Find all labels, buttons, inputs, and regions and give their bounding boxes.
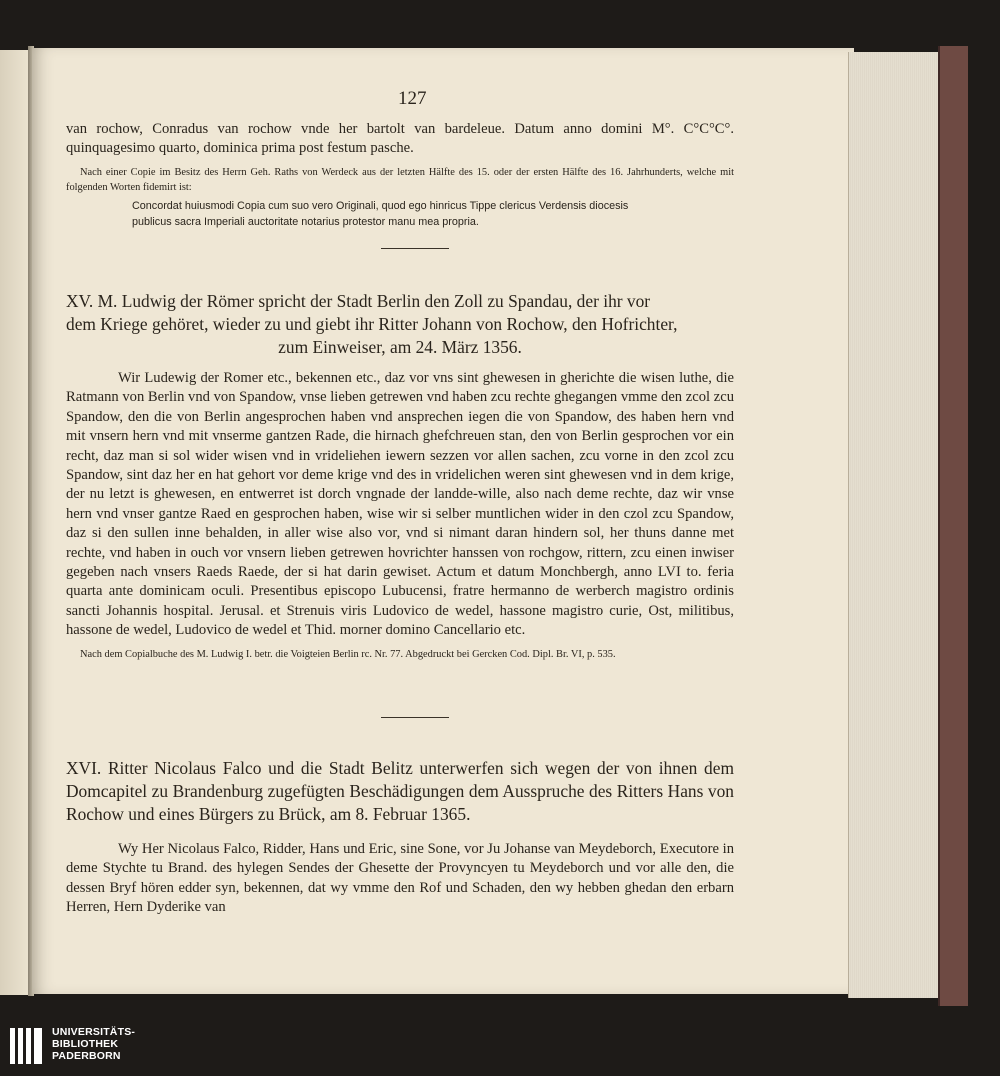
book-cover [938,46,968,1006]
logo-line3: PADERBORN [52,1050,121,1062]
notary-quote-line1: Concordat huiusmodi Copia cum suo vero Originali, quod ego hinricus Tippe clericus Verdensis diocesis [132,199,629,212]
section-xv-source: Nach dem Copialbuche des M. Ludwig I. betr. die Voigteien Berlin rc. Nr. 77. Abgedruckt bei Gercken Cod. Dipl. Br. VI, p. 535. [80,648,616,660]
page-number: 127 [398,88,427,109]
library-logo-text [52,1026,135,1062]
section-xv-body: Wir Ludewig der Romer etc., bekennen etc., daz vor vns sint ghewesen in gherichte die wisen luthe, die Ratmann von Berlin vnd von Spandow, vnse lieben getrewen vnd haben zcu rechte ghegangen vmme den zcol zcu Spandow, den die von Berlin angesprochen haben vnd ansprechen iegen die von Spandow, des haben hern vnd mit vnsern hern vnd mit vnserme gantzen Rade, die hirnach ghefchreuen stan, den von Berlin gesprochen vor ein recht, daz man si sol wider wisen vnd in vrideliehen iewern sezzen vor allen sachen, zcu vorne in den zcol zcu Spandow, sint daz her en hat gehort vor deme krige vnd des in vridelichen weren sint ghewesen vnd in dem krige, der nu letzt is ghewesen, en entwerret ist dorch vngnade der landde-wille, also nach deme rechte, daz wir vnse hern vnd vnser gantze Raed en gesprochen haben, wise wir si selber muntlichen wider in den czol zcu Spandow, daz si den sullen inne behalden, in aller wise also vor, vnd si nimant daran hindern sol, her thuns danne met rechte, vnd haben in ouch vor vnsern lieben getrewen hovrichter hanssen von rochgow, rittern, zcu einen inwiser gegeben nach vnsers Raeds Raede, der si hat darin gewiset. Actum et datum Monchbergh, anno LVI to. feria quarta ante dominicam oculi. Presentibus episcopo Lubucensi, fratre hermanno de werberch magistro ordinis sancti Johannis hospital. Jerusal. et Strenuis viris Ludovico de wedel, hassone magistro curie, Ost, militibus, hassone de wedel, Ludovico de wedel et Thid. morner domino Cancellario etc. [66,370,734,639]
page-edges [848,52,945,998]
library-logo [10,1024,190,1070]
logo-bars-icon [10,1028,50,1064]
section-xvi [66,757,734,918]
section-divider [381,717,449,718]
intro-block [66,120,734,230]
section-xv [66,290,734,662]
logo-line1: UNIVERSITÄTS- [52,1026,136,1038]
section-xv-heading-line1: XV. M. Ludwig der Römer spricht der Stadt Berlin den Zoll zu Spandau, der ihr vor [66,291,651,311]
intro-paragraph: van rochow, Conradus van rochow vnde her bartolt van bardeleue. Datum anno domini M°. C°C°C°. quinquagesimo quarto, dominica prima post festum pasche. [66,121,734,157]
intro-note: Nach einer Copie im Besitz des Herrn Geh. Raths von Werdeck aus der letzten Hälfte des 15. oder der ersten Hälfte des 16. Jahrhunderts, welche mit folgenden Worten fidemirt ist: [66,166,734,193]
section-xv-heading-line2: dem Kriege gehöret, wieder zu und giebt ihr Ritter Johann von Rochow, den Hofrichter, [66,314,678,334]
section-divider [381,248,449,249]
notary-quote-line2: publicus sacra Imperiali auctoritate notarius protestor manu mea propria. [132,215,479,228]
logo-line2: BIBLIOTHEK [52,1038,119,1050]
section-xvi-body: Wy Her Nicolaus Falco, Ridder, Hans und Eric, sine Sone, vor Ju Johanse van Meydeborch, Executore in deme Stychte tu Brand. des hylegen Sendes der Ghesette der Provyncyen tu Meydeborch und vor alle den, die dessen Bryf hören edder syn, bekennen, dat wy vmme den Rof und Schaden, den wy hebben ghedan den erbarn Herren, Hern Dyderike van [66,841,734,916]
left-page-edge [0,50,30,995]
section-xv-heading-line3: zum Einweiser, am 24. März 1356. [278,337,522,357]
section-xvi-heading: XVI. Ritter Nicolaus Falco und die Stadt Belitz unterwerfen sich wegen der von ihnen dem Domcapitel zu Brandenburg zugefügten Beschädigungen dem Ausspruche des Ritters Hans von Rochow und eines Bürgers zu Brück, am 8. Februar 1365. [66,758,734,824]
